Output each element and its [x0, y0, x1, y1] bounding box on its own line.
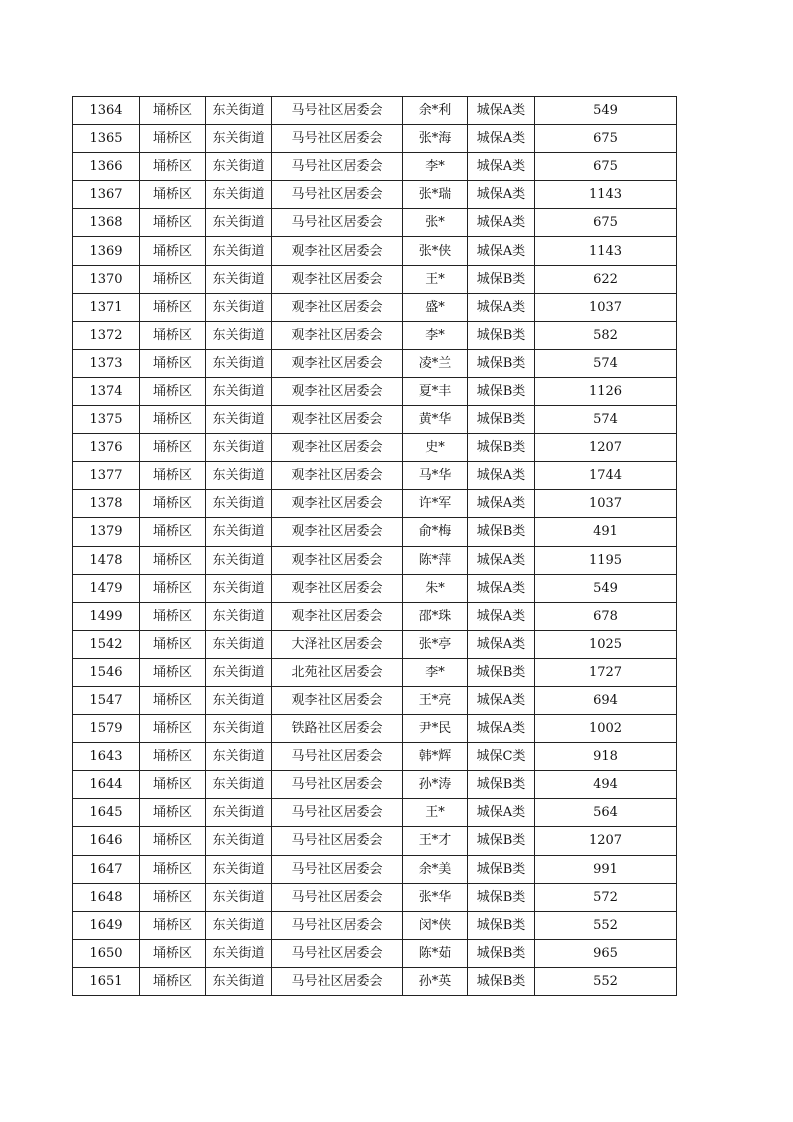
- name-cell: 陈*茹: [403, 939, 468, 967]
- committee-cell: 观李社区居委会: [272, 406, 403, 434]
- table-row: [73, 518, 677, 546]
- table-row: [73, 209, 677, 237]
- table-row: [73, 265, 677, 293]
- table-row: [73, 349, 677, 377]
- table-row: [73, 686, 677, 714]
- district-cell: 埇桥区: [140, 490, 206, 518]
- name-cell: 盛*: [403, 293, 468, 321]
- category-cell: 城保A类: [468, 237, 535, 265]
- category-cell: 城保A类: [468, 546, 535, 574]
- amount-cell: 622: [535, 265, 677, 293]
- name-cell: 韩*辉: [403, 743, 468, 771]
- row-id-cell: 1378: [73, 490, 140, 518]
- category-cell: 城保A类: [468, 125, 535, 153]
- table-row: [73, 883, 677, 911]
- committee-cell: 马号社区居委会: [272, 743, 403, 771]
- category-cell: 城保B类: [468, 434, 535, 462]
- street-cell: 东关街道: [206, 518, 272, 546]
- table-row: [73, 799, 677, 827]
- amount-cell: 1002: [535, 715, 677, 743]
- street-cell: 东关街道: [206, 237, 272, 265]
- street-cell: 东关街道: [206, 265, 272, 293]
- street-cell: 东关街道: [206, 434, 272, 462]
- name-cell: 王*亮: [403, 686, 468, 714]
- street-cell: 东关街道: [206, 799, 272, 827]
- amount-cell: 491: [535, 518, 677, 546]
- category-cell: 城保A类: [468, 209, 535, 237]
- street-cell: 东关街道: [206, 321, 272, 349]
- category-cell: 城保B类: [468, 771, 535, 799]
- committee-cell: 观李社区居委会: [272, 321, 403, 349]
- row-id-cell: 1479: [73, 574, 140, 602]
- street-cell: 东关街道: [206, 967, 272, 995]
- name-cell: 余*美: [403, 855, 468, 883]
- district-cell: 埇桥区: [140, 181, 206, 209]
- committee-cell: 马号社区居委会: [272, 967, 403, 995]
- table-row: [73, 237, 677, 265]
- street-cell: 东关街道: [206, 658, 272, 686]
- amount-cell: 675: [535, 153, 677, 181]
- committee-cell: 马号社区居委会: [272, 911, 403, 939]
- street-cell: 东关街道: [206, 630, 272, 658]
- amount-cell: 574: [535, 406, 677, 434]
- table-row: [73, 153, 677, 181]
- row-id-cell: 1366: [73, 153, 140, 181]
- name-cell: 陈*萍: [403, 546, 468, 574]
- table-row: [73, 630, 677, 658]
- row-id-cell: 1547: [73, 686, 140, 714]
- name-cell: 邵*珠: [403, 602, 468, 630]
- table-row: [73, 771, 677, 799]
- table-row: [73, 293, 677, 321]
- street-cell: 东关街道: [206, 209, 272, 237]
- row-id-cell: 1375: [73, 406, 140, 434]
- category-cell: 城保B类: [468, 377, 535, 405]
- committee-cell: 马号社区居委会: [272, 153, 403, 181]
- row-id-cell: 1643: [73, 743, 140, 771]
- category-cell: 城保A类: [468, 715, 535, 743]
- amount-cell: 678: [535, 602, 677, 630]
- row-id-cell: 1646: [73, 827, 140, 855]
- amount-cell: 1037: [535, 293, 677, 321]
- street-cell: 东关街道: [206, 771, 272, 799]
- street-cell: 东关街道: [206, 377, 272, 405]
- committee-cell: 观李社区居委会: [272, 293, 403, 321]
- amount-cell: 991: [535, 855, 677, 883]
- category-cell: 城保A类: [468, 462, 535, 490]
- district-cell: 埇桥区: [140, 406, 206, 434]
- table-row: [73, 574, 677, 602]
- row-id-cell: 1379: [73, 518, 140, 546]
- committee-cell: 观李社区居委会: [272, 518, 403, 546]
- street-cell: 东关街道: [206, 125, 272, 153]
- category-cell: 城保B类: [468, 855, 535, 883]
- category-cell: 城保C类: [468, 743, 535, 771]
- category-cell: 城保B类: [468, 883, 535, 911]
- category-cell: 城保B类: [468, 349, 535, 377]
- district-cell: 埇桥区: [140, 743, 206, 771]
- street-cell: 东关街道: [206, 827, 272, 855]
- table-row: [73, 181, 677, 209]
- district-cell: 埇桥区: [140, 939, 206, 967]
- name-cell: 余*利: [403, 97, 468, 125]
- table-row: [73, 462, 677, 490]
- row-id-cell: 1373: [73, 349, 140, 377]
- amount-cell: 1037: [535, 490, 677, 518]
- committee-cell: 观李社区居委会: [272, 546, 403, 574]
- committee-cell: 观李社区居委会: [272, 686, 403, 714]
- street-cell: 东关街道: [206, 462, 272, 490]
- committee-cell: 马号社区居委会: [272, 97, 403, 125]
- committee-cell: 观李社区居委会: [272, 434, 403, 462]
- amount-cell: 1744: [535, 462, 677, 490]
- name-cell: 张*侠: [403, 237, 468, 265]
- street-cell: 东关街道: [206, 715, 272, 743]
- amount-cell: 549: [535, 97, 677, 125]
- amount-cell: 1195: [535, 546, 677, 574]
- table-row: [73, 658, 677, 686]
- row-id-cell: 1368: [73, 209, 140, 237]
- street-cell: 东关街道: [206, 97, 272, 125]
- district-cell: 埇桥区: [140, 518, 206, 546]
- amount-cell: 1727: [535, 658, 677, 686]
- name-cell: 凌*兰: [403, 349, 468, 377]
- table-row: [73, 490, 677, 518]
- row-id-cell: 1644: [73, 771, 140, 799]
- committee-cell: 观李社区居委会: [272, 237, 403, 265]
- district-cell: 埇桥区: [140, 237, 206, 265]
- committee-cell: 马号社区居委会: [272, 827, 403, 855]
- amount-cell: 675: [535, 209, 677, 237]
- amount-cell: 549: [535, 574, 677, 602]
- district-cell: 埇桥区: [140, 827, 206, 855]
- street-cell: 东关街道: [206, 349, 272, 377]
- name-cell: 朱*: [403, 574, 468, 602]
- category-cell: 城保B类: [468, 321, 535, 349]
- category-cell: 城保B类: [468, 518, 535, 546]
- table-row: [73, 321, 677, 349]
- name-cell: 李*: [403, 153, 468, 181]
- amount-cell: 1143: [535, 237, 677, 265]
- district-cell: 埇桥区: [140, 715, 206, 743]
- district-cell: 埇桥区: [140, 377, 206, 405]
- category-cell: 城保A类: [468, 574, 535, 602]
- committee-cell: 观李社区居委会: [272, 265, 403, 293]
- row-id-cell: 1649: [73, 911, 140, 939]
- category-cell: 城保A类: [468, 153, 535, 181]
- street-cell: 东关街道: [206, 181, 272, 209]
- row-id-cell: 1647: [73, 855, 140, 883]
- name-cell: 王*: [403, 265, 468, 293]
- amount-cell: 1126: [535, 377, 677, 405]
- amount-cell: 1143: [535, 181, 677, 209]
- category-cell: 城保B类: [468, 967, 535, 995]
- committee-cell: 马号社区居委会: [272, 883, 403, 911]
- subsidy-table: [72, 96, 677, 996]
- district-cell: 埇桥区: [140, 349, 206, 377]
- name-cell: 张*亭: [403, 630, 468, 658]
- committee-cell: 观李社区居委会: [272, 574, 403, 602]
- committee-cell: 马号社区居委会: [272, 799, 403, 827]
- name-cell: 李*: [403, 658, 468, 686]
- table-body: [73, 97, 677, 996]
- category-cell: 城保B类: [468, 939, 535, 967]
- district-cell: 埇桥区: [140, 771, 206, 799]
- committee-cell: 北苑社区居委会: [272, 658, 403, 686]
- amount-cell: 564: [535, 799, 677, 827]
- district-cell: 埇桥区: [140, 546, 206, 574]
- district-cell: 埇桥区: [140, 97, 206, 125]
- amount-cell: 552: [535, 911, 677, 939]
- amount-cell: 494: [535, 771, 677, 799]
- name-cell: 张*: [403, 209, 468, 237]
- row-id-cell: 1369: [73, 237, 140, 265]
- name-cell: 李*: [403, 321, 468, 349]
- row-id-cell: 1376: [73, 434, 140, 462]
- district-cell: 埇桥区: [140, 293, 206, 321]
- table-row: [73, 434, 677, 462]
- category-cell: 城保B类: [468, 658, 535, 686]
- district-cell: 埇桥区: [140, 883, 206, 911]
- category-cell: 城保B类: [468, 911, 535, 939]
- row-id-cell: 1499: [73, 602, 140, 630]
- committee-cell: 马号社区居委会: [272, 125, 403, 153]
- district-cell: 埇桥区: [140, 686, 206, 714]
- street-cell: 东关街道: [206, 406, 272, 434]
- row-id-cell: 1364: [73, 97, 140, 125]
- district-cell: 埇桥区: [140, 153, 206, 181]
- name-cell: 张*华: [403, 883, 468, 911]
- street-cell: 东关街道: [206, 911, 272, 939]
- name-cell: 俞*梅: [403, 518, 468, 546]
- category-cell: 城保A类: [468, 686, 535, 714]
- name-cell: 许*军: [403, 490, 468, 518]
- name-cell: 王*才: [403, 827, 468, 855]
- committee-cell: 观李社区居委会: [272, 602, 403, 630]
- committee-cell: 马号社区居委会: [272, 939, 403, 967]
- committee-cell: 马号社区居委会: [272, 771, 403, 799]
- row-id-cell: 1370: [73, 265, 140, 293]
- category-cell: 城保A类: [468, 799, 535, 827]
- row-id-cell: 1374: [73, 377, 140, 405]
- table-row: [73, 855, 677, 883]
- district-cell: 埇桥区: [140, 265, 206, 293]
- row-id-cell: 1645: [73, 799, 140, 827]
- district-cell: 埇桥区: [140, 602, 206, 630]
- category-cell: 城保A类: [468, 602, 535, 630]
- table-row: [73, 715, 677, 743]
- amount-cell: 694: [535, 686, 677, 714]
- name-cell: 张*瑞: [403, 181, 468, 209]
- table-row: [73, 827, 677, 855]
- row-id-cell: 1542: [73, 630, 140, 658]
- name-cell: 马*华: [403, 462, 468, 490]
- amount-cell: 574: [535, 349, 677, 377]
- table-row: [73, 967, 677, 995]
- amount-cell: 572: [535, 883, 677, 911]
- row-id-cell: 1377: [73, 462, 140, 490]
- district-cell: 埇桥区: [140, 967, 206, 995]
- name-cell: 夏*丰: [403, 377, 468, 405]
- committee-cell: 大泽社区居委会: [272, 630, 403, 658]
- category-cell: 城保B类: [468, 265, 535, 293]
- street-cell: 东关街道: [206, 293, 272, 321]
- table-row: [73, 406, 677, 434]
- street-cell: 东关街道: [206, 939, 272, 967]
- district-cell: 埇桥区: [140, 658, 206, 686]
- district-cell: 埇桥区: [140, 434, 206, 462]
- district-cell: 埇桥区: [140, 574, 206, 602]
- row-id-cell: 1651: [73, 967, 140, 995]
- amount-cell: 552: [535, 967, 677, 995]
- category-cell: 城保A类: [468, 293, 535, 321]
- committee-cell: 观李社区居委会: [272, 349, 403, 377]
- name-cell: 史*: [403, 434, 468, 462]
- district-cell: 埇桥区: [140, 209, 206, 237]
- amount-cell: 965: [535, 939, 677, 967]
- amount-cell: 1025: [535, 630, 677, 658]
- district-cell: 埇桥区: [140, 799, 206, 827]
- row-id-cell: 1365: [73, 125, 140, 153]
- table-row: [73, 743, 677, 771]
- name-cell: 黄*华: [403, 406, 468, 434]
- row-id-cell: 1371: [73, 293, 140, 321]
- table-row: [73, 97, 677, 125]
- district-cell: 埇桥区: [140, 321, 206, 349]
- street-cell: 东关街道: [206, 602, 272, 630]
- name-cell: 孙*英: [403, 967, 468, 995]
- committee-cell: 马号社区居委会: [272, 209, 403, 237]
- street-cell: 东关街道: [206, 686, 272, 714]
- street-cell: 东关街道: [206, 153, 272, 181]
- amount-cell: 582: [535, 321, 677, 349]
- street-cell: 东关街道: [206, 855, 272, 883]
- committee-cell: 观李社区居委会: [272, 490, 403, 518]
- category-cell: 城保A类: [468, 97, 535, 125]
- committee-cell: 铁路社区居委会: [272, 715, 403, 743]
- table-row: [73, 602, 677, 630]
- category-cell: 城保A类: [468, 181, 535, 209]
- district-cell: 埇桥区: [140, 462, 206, 490]
- category-cell: 城保B类: [468, 827, 535, 855]
- row-id-cell: 1648: [73, 883, 140, 911]
- row-id-cell: 1372: [73, 321, 140, 349]
- category-cell: 城保B类: [468, 406, 535, 434]
- committee-cell: 马号社区居委会: [272, 181, 403, 209]
- street-cell: 东关街道: [206, 883, 272, 911]
- name-cell: 孙*涛: [403, 771, 468, 799]
- row-id-cell: 1579: [73, 715, 140, 743]
- district-cell: 埇桥区: [140, 911, 206, 939]
- committee-cell: 观李社区居委会: [272, 462, 403, 490]
- amount-cell: 1207: [535, 827, 677, 855]
- table-row: [73, 125, 677, 153]
- table-row: [73, 546, 677, 574]
- row-id-cell: 1650: [73, 939, 140, 967]
- district-cell: 埇桥区: [140, 630, 206, 658]
- category-cell: 城保A类: [468, 490, 535, 518]
- name-cell: 王*: [403, 799, 468, 827]
- street-cell: 东关街道: [206, 574, 272, 602]
- street-cell: 东关街道: [206, 490, 272, 518]
- name-cell: 尹*民: [403, 715, 468, 743]
- row-id-cell: 1478: [73, 546, 140, 574]
- row-id-cell: 1546: [73, 658, 140, 686]
- committee-cell: 马号社区居委会: [272, 855, 403, 883]
- amount-cell: 1207: [535, 434, 677, 462]
- name-cell: 闵*侠: [403, 911, 468, 939]
- table-row: [73, 911, 677, 939]
- table-row: [73, 939, 677, 967]
- street-cell: 东关街道: [206, 546, 272, 574]
- district-cell: 埇桥区: [140, 855, 206, 883]
- amount-cell: 918: [535, 743, 677, 771]
- table-row: [73, 377, 677, 405]
- street-cell: 东关街道: [206, 743, 272, 771]
- committee-cell: 观李社区居委会: [272, 377, 403, 405]
- name-cell: 张*海: [403, 125, 468, 153]
- category-cell: 城保A类: [468, 630, 535, 658]
- row-id-cell: 1367: [73, 181, 140, 209]
- district-cell: 埇桥区: [140, 125, 206, 153]
- amount-cell: 675: [535, 125, 677, 153]
